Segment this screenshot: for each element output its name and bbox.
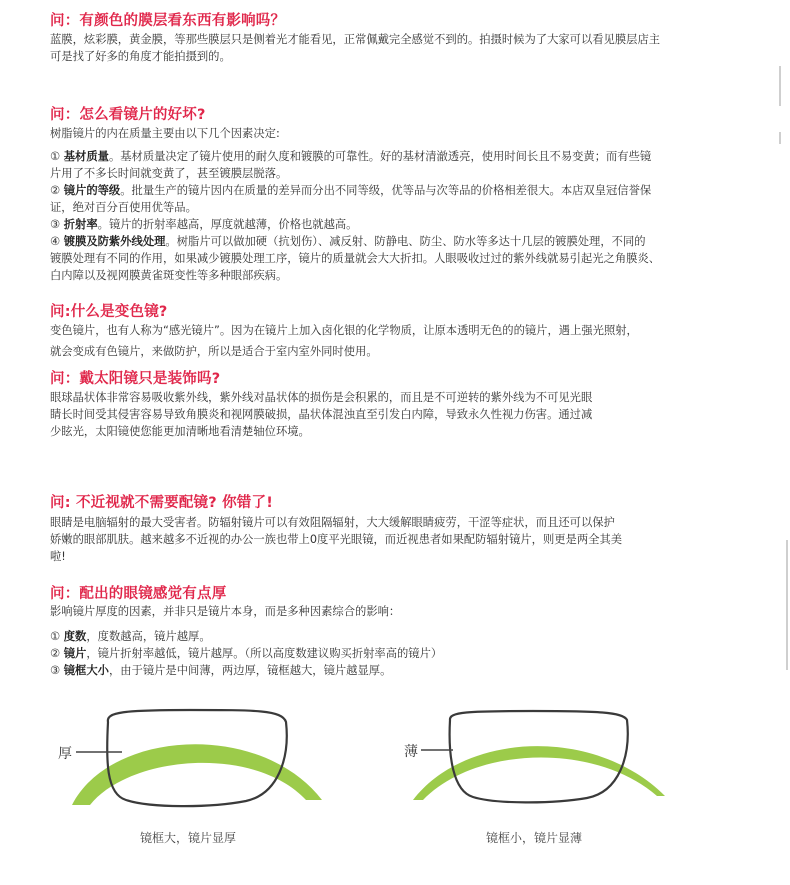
- section-title-photochromic: 问:什么是变色镜?: [50, 304, 168, 320]
- section-title-thick-lenses: 问：配出的眼镜感觉有点厚: [50, 586, 227, 602]
- list-item: [50, 662, 750, 679]
- item-keyword: 镀膜及防紫外线处理: [63, 235, 166, 248]
- item-keyword: 度数: [63, 630, 87, 643]
- item-number: ④: [50, 235, 61, 248]
- item-text: ，由于镜片是中间薄，两边厚，镜框越大，镜片越显厚。: [108, 664, 392, 677]
- large-frame-thick-lens-diagram: [50, 700, 340, 815]
- item-text: ，镜片折射率越低，镜片越厚。（所以高度数建议购买折射率高的镜片）: [86, 647, 443, 660]
- list-item: [50, 182, 750, 199]
- item-number: ③: [50, 218, 61, 231]
- paragraph-line: 可是找了好多的角度才能拍摄到的。: [50, 50, 231, 63]
- left-figure-caption: 镜框大，镜片显厚: [140, 831, 237, 845]
- item-keyword: 折射率: [63, 218, 98, 231]
- lens-quality-list: [50, 148, 750, 284]
- item-keyword: 基材质量: [63, 150, 109, 163]
- thick-label: 厚: [58, 746, 72, 762]
- section-body-sunglasses: [50, 389, 750, 440]
- list-item-continued: 白内障以及视网膜黄雀斑变性等多种眼部疾病。: [50, 269, 288, 282]
- section-body-colored-coating: [50, 31, 750, 65]
- item-keyword: 镜片的等级: [63, 184, 121, 197]
- item-keyword: 镜片: [63, 647, 87, 660]
- edge-mark: [779, 132, 781, 144]
- list-item: [50, 233, 750, 250]
- item-text: ，度数越高，镜片越厚。: [86, 630, 211, 643]
- right-figure-caption: 镜框小，镜片显薄: [486, 831, 583, 845]
- item-text: 。批量生产的镜片因内在质量的差异而分出不同等级，优等品与次等品的价格相差很大。本店双皇冠信誉保: [120, 184, 652, 197]
- paragraph-line: 眼睛是电脑辐射的最大受害者。防辐射镜片可以有效阻隔辐射，大大缓解眼睛疲劳，干涩等症状，而且还可以保护: [50, 516, 615, 529]
- paragraph-line: 啦!: [50, 550, 66, 563]
- section-intro-lens-quality: 树脂镜片的内在质量主要由以下几个因素决定:: [50, 127, 280, 140]
- list-item: [50, 628, 750, 645]
- item-text: 。树脂片可以做加硬（抗划伤）、减反射、防静电、防尘、防水等多达十几层的镀膜处理，不同的: [165, 235, 646, 248]
- item-number: ①: [50, 630, 61, 643]
- item-number: ②: [50, 647, 61, 660]
- section-title-non-myopia: 问: 不近视就不需要配镜? 你错了!: [50, 495, 274, 511]
- paragraph-line: 睛长时间受其侵害容易导致角膜炎和视网膜破损，晶状体混浊直至引发白内障，导致永久性视力伤害。通过减: [50, 408, 593, 421]
- item-text: 。镜片的折射率越高，厚度就越薄，价格也就越高。: [97, 218, 358, 231]
- item-number: ③: [50, 664, 61, 677]
- section-body-photochromic: [50, 322, 750, 360]
- section-body-non-myopia: [50, 514, 750, 565]
- edge-mark: [786, 540, 788, 670]
- section-title-lens-quality: 问：怎么看镜片的好坏?: [50, 107, 206, 123]
- item-keyword: 镜框大小: [63, 664, 109, 677]
- paragraph-line: 娇嫩的眼部肌肤。越来越多不近视的办公一族也带上0度平光眼镜，而近视患者如果配防辐射镜片，则更是两全其美: [50, 533, 623, 546]
- list-item-continued: 证，绝对百分百使用优等品。: [50, 201, 197, 214]
- paragraph-line: 变色镜片，也有人称为“感光镜片”。因为在镜片上加入卤化银的化学物质，让原本透明无色的的镜片，遇上强光照射，: [50, 324, 638, 337]
- item-number: ②: [50, 184, 61, 197]
- item-text: 。基材质量决定了镜片使用的耐久度和镀膜的可靠性。好的基材清澈透亮，使用时间长且不易变黄；而有些镜: [108, 150, 652, 163]
- section-title-sunglasses: 问：戴太阳镜只是装饰吗?: [50, 371, 221, 387]
- list-item-continued: 片用了不多长时间就变黄了，甚至镀膜层脱落。: [50, 167, 288, 180]
- section-title-colored-coating: 问：有颜色的膜层看东西有影响吗？: [50, 13, 286, 29]
- paragraph-line: 蓝膜，炫彩膜，黄金膜，等那些膜层只是侧着光才能看见，正常佩戴完全感觉不到的。拍摄时候为了大家可以看见膜层店主: [50, 33, 661, 46]
- edge-mark: [779, 66, 781, 106]
- list-item-continued: 镀膜处理有不同的作用，如果减少镀膜处理工序，镜片的质量就会大大折扣。人眼吸收过过的紫外线就易引起光之角膜炎、: [50, 252, 661, 265]
- thin-label: 薄: [404, 744, 418, 760]
- list-item: [50, 148, 750, 165]
- paragraph-line: 就会变成有色镜片，来做防护，所以是适合于室内室外同时使用。: [50, 345, 378, 358]
- item-number: ①: [50, 150, 61, 163]
- paragraph-line: 眼球晶状体非常容易吸收紫外线，紫外线对晶状体的损伤是会积累的，而且是不可逆转的紫外线为不可见光眼: [50, 391, 593, 404]
- paragraph-line: 少眩光，太阳镜使您能更加清晰地看清楚轴位环境。: [50, 425, 310, 438]
- thickness-factor-list: [50, 628, 750, 679]
- list-item: [50, 216, 750, 233]
- list-item: [50, 645, 750, 662]
- section-intro-thick-lenses: 影响镜片厚度的因素，并非只是镜片本身，而是多种因素综合的影响：: [50, 605, 401, 618]
- small-frame-thin-lens-diagram: [395, 700, 685, 815]
